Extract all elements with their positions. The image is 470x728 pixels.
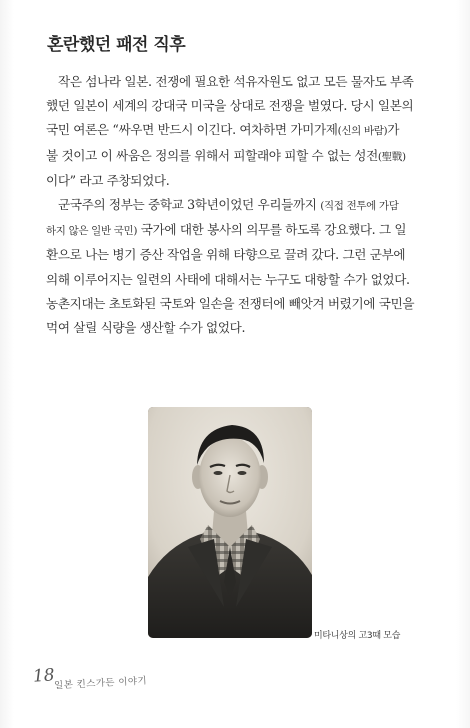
- paragraph-1-line-3-text: 국민 여론은 “싸우면 반드시 이긴다. 여차하면 가미가제: [46, 122, 338, 138]
- paragraph-2-line-2-text: 국가에 대한 봉사의 의무를 하도록 강요했다. 그 일: [137, 222, 407, 238]
- kamikaze-tail: 가: [387, 122, 400, 138]
- paragraph-2-line-4: 의해 이루어지는 일련의 사태에 대해서는 누구도 대항할 수가 없었다.: [46, 271, 410, 287]
- photo-caption: 미타니상의 고3때 모습: [314, 631, 401, 641]
- paragraph-1-line-3: [46, 118, 432, 143]
- aside-start: (직접 전투에 가담: [320, 200, 399, 213]
- paragraph-1: [46, 70, 432, 193]
- section-heading: 혼란했던 패전 직후: [47, 35, 186, 55]
- portrait-photo: [148, 407, 312, 638]
- eye-right: [238, 471, 247, 475]
- aside-end: ): [133, 225, 138, 238]
- body-text: [46, 70, 432, 340]
- paragraph-1-line-5: 이다” 라고 주창되었다.: [46, 172, 170, 188]
- paragraph-1-line-4-text: 불 것이고 이 싸움은 정의를 위해서 피할래야 피할 수 없는 성전: [46, 147, 378, 163]
- kamikaze-gloss: (신의 바람): [337, 125, 388, 138]
- eye-left: [214, 471, 223, 475]
- holy-war-hanja: (聖戰): [377, 150, 406, 163]
- paragraph-1-line-4: [46, 144, 432, 169]
- running-title: 일본 킨스가든 이야기: [53, 675, 148, 692]
- portrait-image: [148, 407, 312, 638]
- paragraph-2-line-1: [46, 193, 432, 218]
- paragraph-2-line-6: 먹여 살릴 식량을 생산할 수가 없었다.: [46, 320, 246, 336]
- page-number: 18: [32, 665, 56, 687]
- paragraph-2-line-1-text: 군국주의 정부는 중학교 3학년이었던 우리들까지: [58, 197, 321, 213]
- paragraph-2-line-2: [46, 218, 432, 243]
- paragraph-2-line-5: 농촌지대는 초토화된 국토와 일손을 전쟁터에 빼앗겨 버렸기에 국민을: [46, 295, 415, 311]
- paragraph-1-line-1: 작은 섬나라 일본. 전쟁에 필요한 석유자원도 없고 모든 물자도 부족: [58, 74, 414, 89]
- paragraph-1-line-2: 했던 일본이 세계의 강대국 미국을 상대로 전쟁을 벌였다. 당시 일본의: [46, 98, 414, 114]
- paragraph-2: [46, 193, 432, 340]
- paragraph-2-line-2-aside: 하지 않은 일반 국민: [46, 225, 134, 238]
- paragraph-2-line-3: 환으로 나는 병기 증산 작업을 위해 타향으로 끌려 갔다. 그런 군부에: [46, 247, 406, 263]
